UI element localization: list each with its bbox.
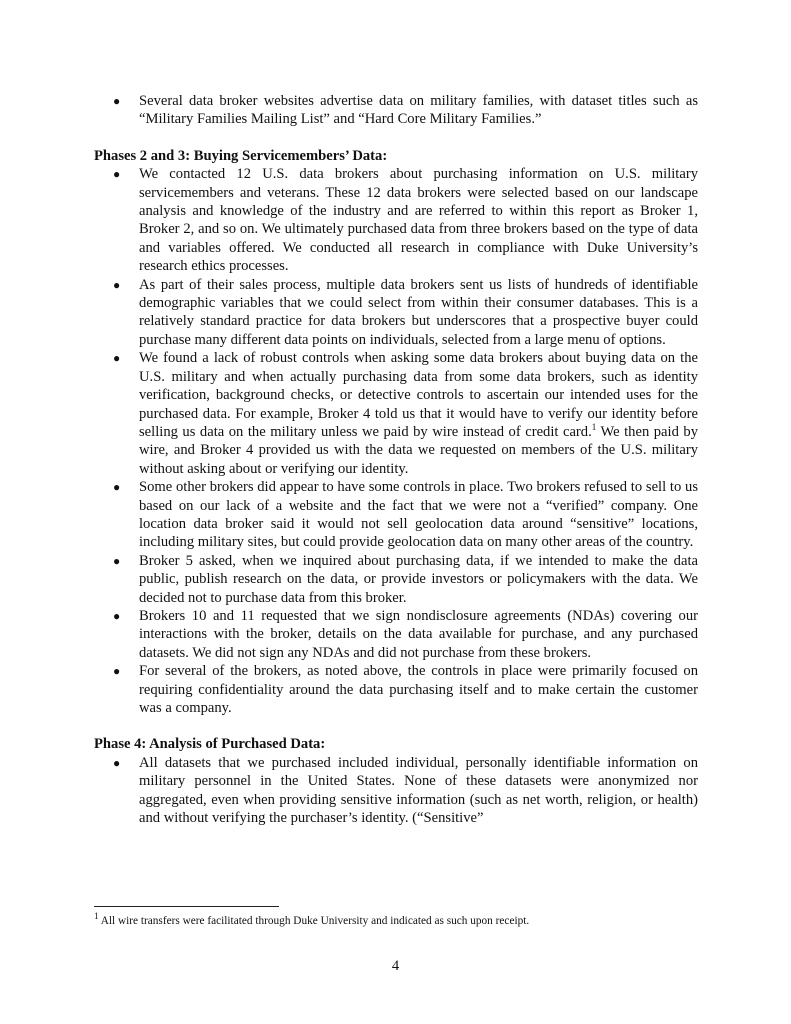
bullet-icon: ● — [113, 664, 121, 679]
bullet-icon: ● — [113, 553, 121, 568]
list-item: ● We found a lack of robust controls when asking some data brokers about buying data on the U.S. military and when actually purchasing data from some data brokers, such as identity verification, background checks, or detective controls to ascertain our intended uses for the purchased data. For example, Broker 4 told us that it would have to verify our identity before selling us data on the military unless we paid by wire instead of credit card.$^1$ We then paid by wire, and Broker 4 provided us with the data we requested on members of the U.S. military without asking about or verifying our identity. — [113, 350, 698, 477]
list-item: ● We contacted 12 U.S. data brokers about purchasing information on U.S. military servicemembers and veterans. These 12 data brokers were selected based on our landscape analysis and knowledge of the industry and are referred to within this report as Broker 1, Broker 2, and so on. We ultimately purchased data from three brokers based on the type of data and variables offered. We conducted all research in compliance with Duke University’s research ethics processes. — [113, 166, 698, 275]
bullet-icon: ● — [113, 480, 121, 495]
footnote-text: All wire transfers were facilitated through Duke University and indicated as such upon receipt. — [98, 915, 530, 927]
list-item: ● Some other brokers did appear to have some controls in place. Two brokers refused to sell to us based on our lack of a website and the fact that we were not a “verified” company. One location data broker said it would not sell geolocation data around “sensitive” locations, including military sites, but could provide geolocation data on many other areas of the country. — [113, 479, 698, 551]
bullet-icon: ● — [113, 94, 121, 108]
list-item: ● As part of their sales process, multiple data brokers sent us lists of hundreds of identifiable demographic variables that we could select from within their consumer databases. This is a relatively standard practice for data brokers but underscores that a prospective buyer could purchase many different data points on individuals, selected from a large menu of options. — [113, 276, 698, 348]
footnote-marker: 1 — [94, 911, 99, 922]
page-body — [94, 92, 698, 827]
footnote-reference[interactable]: 1 — [591, 422, 597, 433]
list-item: ● Brokers 10 and 11 requested that we sign nondisclosure agreements (NDAs) covering our interactions with the broker, details on the data available for purchase, and any purchased datasets. We did not sign any NDAs and did not purchase from these brokers. — [113, 607, 698, 661]
list-item: ● All datasets that we purchased included individual, personally identifiable information on military personnel in the United States. None of these datasets were anonymized nor aggregated, even when providing sensitive information (such as net worth, religion, or health) and without verifying the purchaser’s identity. (“Sensitive” — [113, 754, 698, 827]
list-item: ● For several of the brokers, as noted above, the controls in place were primarily focused on requiring confidentiality around the data purchasing itself and to make certain the customer was a company. — [113, 663, 698, 716]
bullet-icon: ● — [113, 608, 121, 623]
phase-4-bullet-list — [94, 754, 698, 828]
intro-bullet-list — [94, 92, 698, 129]
page-number: 4 — [391, 958, 400, 974]
bullet-icon: ● — [113, 277, 121, 292]
phases-2-3-bullet-list — [94, 165, 698, 717]
list-item: ● Broker 5 asked, when we inquired about purchasing data, if we intended to make the data public, publish research on the data, or provide investors or policymakers with the data. We decided not to purchase data from this broker. — [113, 552, 698, 606]
footnote-divider — [94, 906, 279, 907]
section-heading-phases-2-3: Phases 2 and 3: Buying Servicemembers’ Data: — [94, 147, 388, 164]
list-item: ● Several data broker websites advertise data on military families, with dataset titles such as “Military Families Mailing List” and “Hard Core Military Families.” — [113, 93, 698, 128]
section-heading-phase-4: Phase 4: Analysis of Purchased Data: — [94, 736, 326, 753]
bullet-icon: ● — [113, 167, 121, 182]
bullet-icon: ● — [113, 351, 121, 366]
footnote — [94, 911, 698, 928]
bullet-icon: ● — [113, 755, 121, 770]
